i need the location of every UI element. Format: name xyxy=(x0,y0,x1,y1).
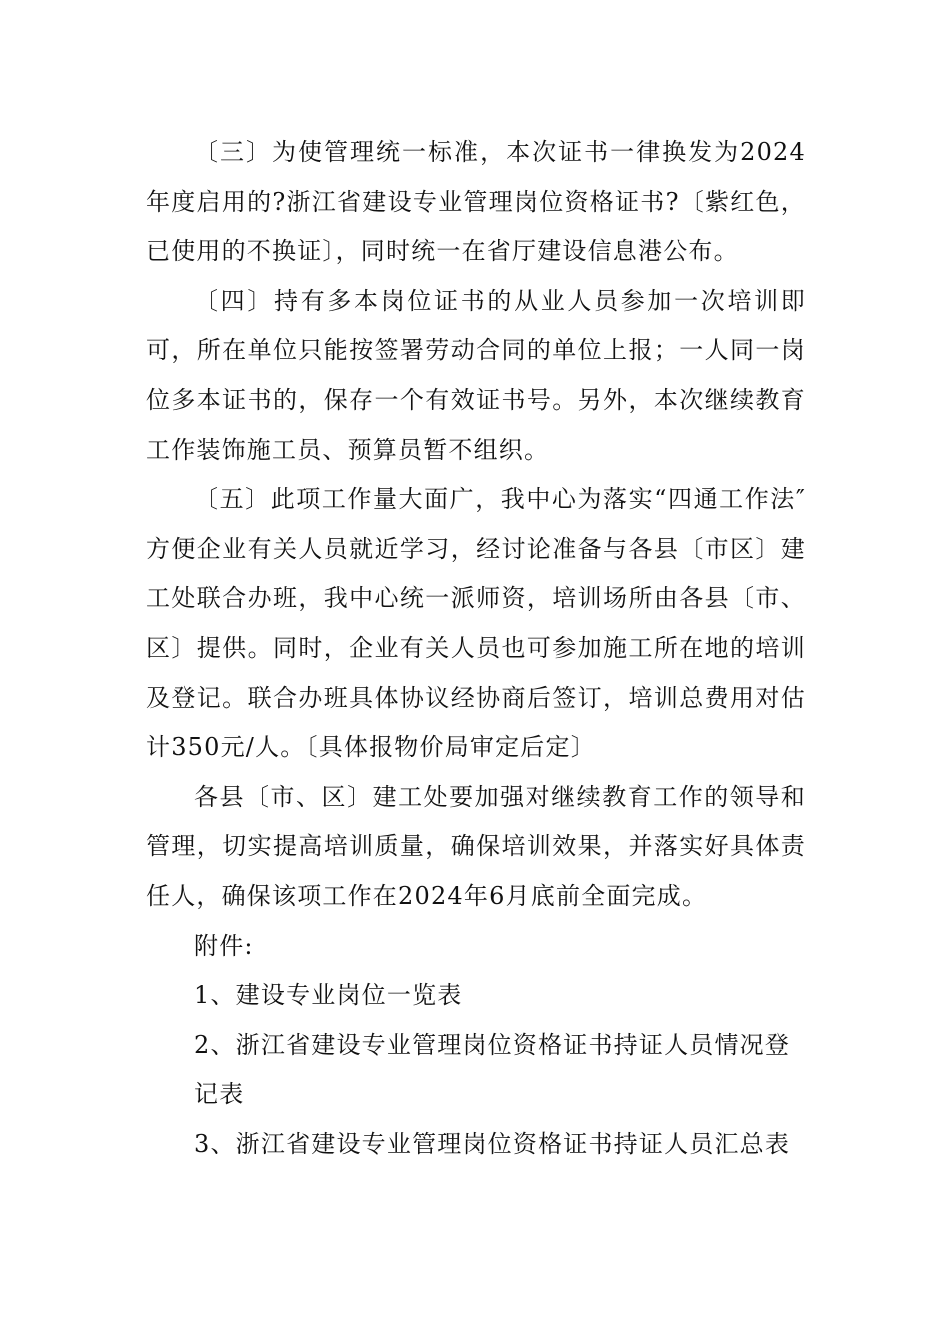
paragraph-summary: 各县〔市、区〕建工处要加强对继续教育工作的领导和管理，切实提高培训质量，确保培训效果，并落实好具体责任人，确保该项工作在2024年6月底前全面完成。 xyxy=(146,782,806,910)
attachment-item-3: 3、浙江省建设专业管理岗位资格证书持证人员汇总表 xyxy=(194,1129,791,1158)
attachment-item-2: 2、浙江省建设专业管理岗位资格证书持证人员情况登记表 xyxy=(194,1030,791,1109)
paragraph-4: 〔四〕持有多本岗位证书的从业人员参加一次培训即可，所在单位只能按签署劳动合同的单位上报；一人同一岗位多本证书的，保存一个有效证书号。另外，本次继续教育工作装饰施工员、预算员暂不组织。 xyxy=(146,286,806,464)
attachments-label: 附件: xyxy=(194,931,254,960)
attachment-item-1: 1、建设专业岗位一览表 xyxy=(194,981,463,1010)
paragraph-5: 〔五〕此项工作量大面广，我中心为落实“四通工作法″方便企业有关人员就近学习，经讨论准备与各县〔市区〕建工处联合办班，我中心统一派师资，培训场所由各县〔市、区〕提供。同时，企业有关人员也可参加施工所在地的培训及登记。联合办班具体协议经协商后签订，培训总费用对估计350元/人。〔具体报物价局审定后定〕 xyxy=(146,485,806,762)
document-body xyxy=(146,128,806,1169)
paragraph-3: 〔三〕为使管理统一标准，本次证书一律换发为2024年度启用的?浙江省建设专业管理岗位资格证书?〔紫红色，已使用的不换证〕，同时统一在省厅建设信息港公布。 xyxy=(146,138,806,266)
